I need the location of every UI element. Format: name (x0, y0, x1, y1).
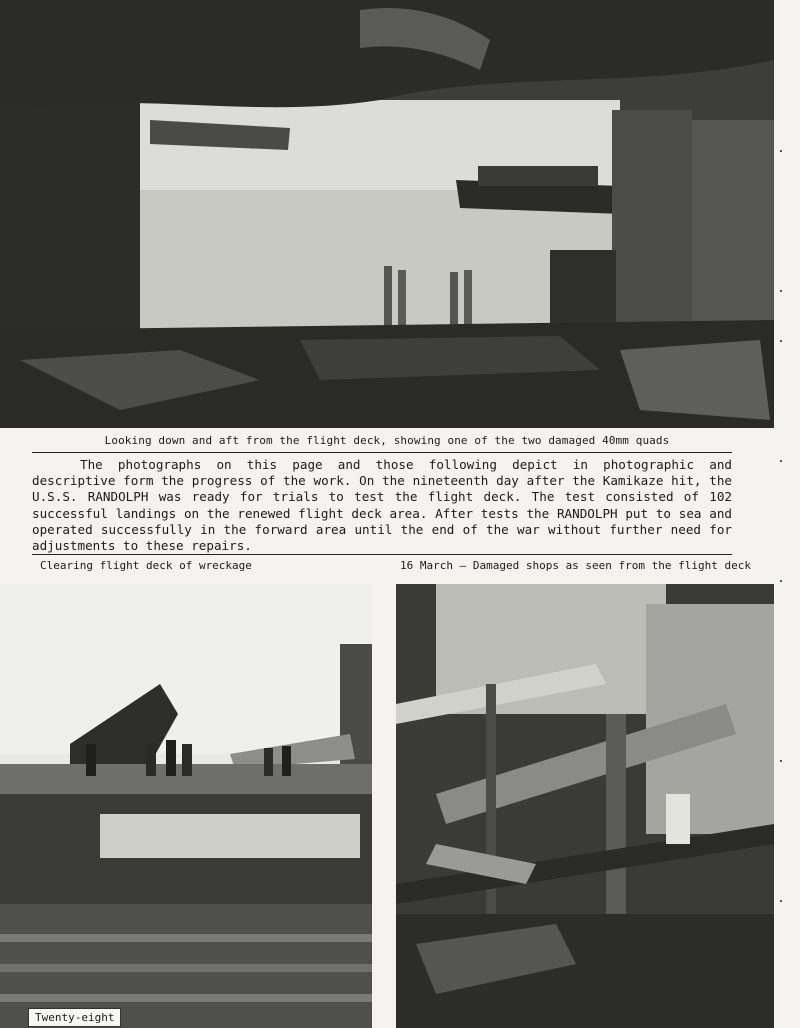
caption-right-photo: 16 March — Damaged shops as seen from the flight deck (400, 559, 751, 572)
body-paragraph-text: The photographs on this page and those following depict in photographic and descriptive form the progress of the work. On the nineteenth day after the Kamikaze hit, the U.S.S. RANDOLPH was ready for trials to test the flight deck. The test consisted of 102 successful landings on the renewed flight deck area. After tests the RANDOLPH put to sea and operated successfully in the forward area until the end of the war without further need for adjustments to these repairs. (32, 457, 732, 554)
photo-damaged-40mm-quad (0, 0, 774, 428)
rule-below-text (32, 554, 732, 555)
photo-clearing-flight-deck (0, 584, 372, 1028)
page-number: Twenty-eight (28, 1008, 121, 1027)
body-paragraph (32, 457, 732, 554)
caption-top-photo: Looking down and aft from the flight deck, showing one of the two damaged 40mm quads (104, 434, 670, 447)
rule-above-text (32, 452, 732, 453)
binding-edge-marks (776, 0, 800, 1028)
caption-left-photo: Clearing flight deck of wreckage (40, 559, 252, 572)
photo-damaged-shops (396, 584, 774, 1028)
